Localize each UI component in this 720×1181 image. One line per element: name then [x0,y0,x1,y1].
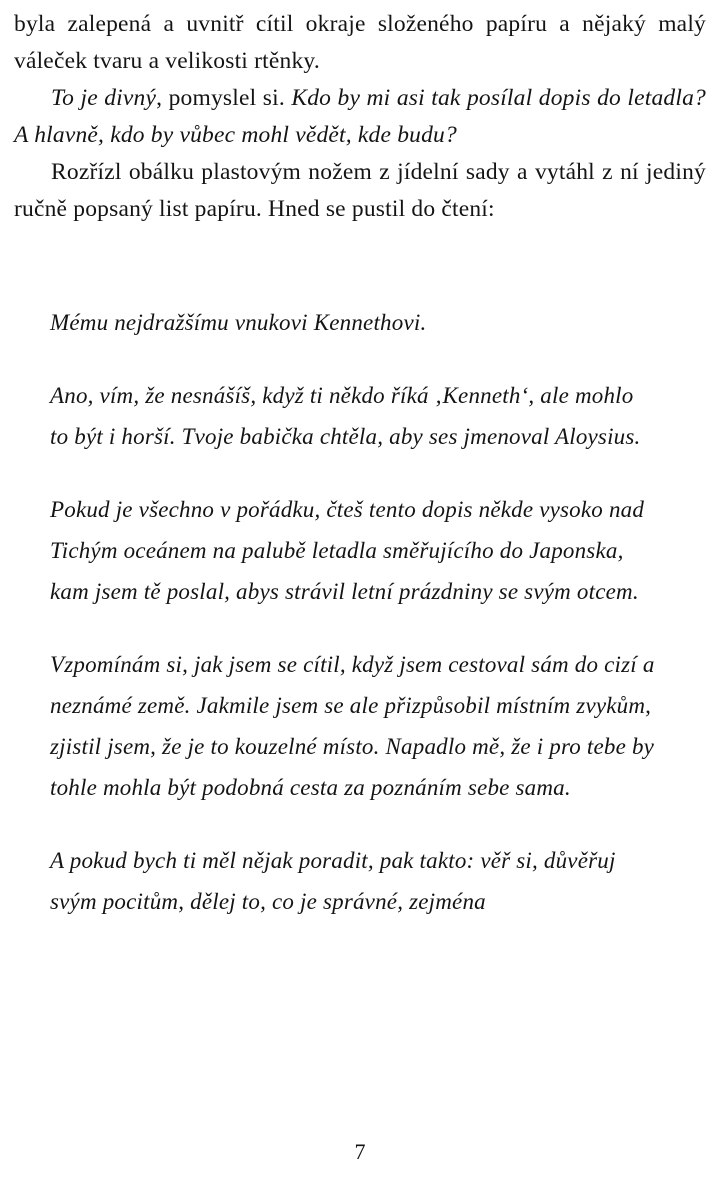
letter-text [50,302,656,922]
narrative-text [14,6,706,228]
thought-italic-text: To je divný [51,85,157,111]
letter-paragraph: Pokud je všechno v pořádku, čteš tento dopis někde vysoko nad Tichým oceánem na palubě letadla směřujícího do Japonska, kam jsem tě poslal, abys strávil letní prázdniny se svým otcem. [50,497,645,604]
paragraph-text: byla zalepená a uvnitř cítil okraje složeného papíru a nějaký malý váleček tvaru a velikosti rtěnky. [14,11,706,74]
letter-salutation: Mému nejdražšímu vnukovi Kennethovi. [50,310,427,335]
paragraph-text: Rozřízl obálku plastovým nožem z jídelní sady a vytáhl z ní jediný ručně popsaný list papíru. Hned se pustil do čtení: [14,159,706,222]
narrative-paragraph [14,80,706,154]
narrative-paragraph [14,154,706,228]
thought-italic-text: Kdo by mi asi tak posílal dopis do letadla? A hlavně, kdo by vůbec mohl vědět, kde budu? [14,85,707,148]
letter-paragraph: Vzpomínám si, jak jsem se cítil, když jsem cestoval sám do cizí a neznámé země. Jakmile jsem se ale přizpůsobil místním zvykům, zjistil jsem, že je to kouzelné místo. Napadlo mě, že i pro tebe by tohle mohla být podobná cesta za poznáním sebe sama. [50,652,655,800]
narrative-paragraph [14,6,706,80]
paragraph-text: , pomyslel si. [156,85,292,111]
page-number: 7 [354,1139,366,1164]
letter-paragraph: A pokud bych ti měl nějak poradit, pak takto: věř si, důvěřuj svým pocitům, dělej to, co je správné, zejména [50,848,616,914]
letter-paragraph: Ano, vím, že nesnášíš, když ti někdo říká ‚Kenneth‘, ale mohlo to být i horší. Tvoje babička chtěla, aby ses jmenoval Aloysius. [50,383,641,449]
